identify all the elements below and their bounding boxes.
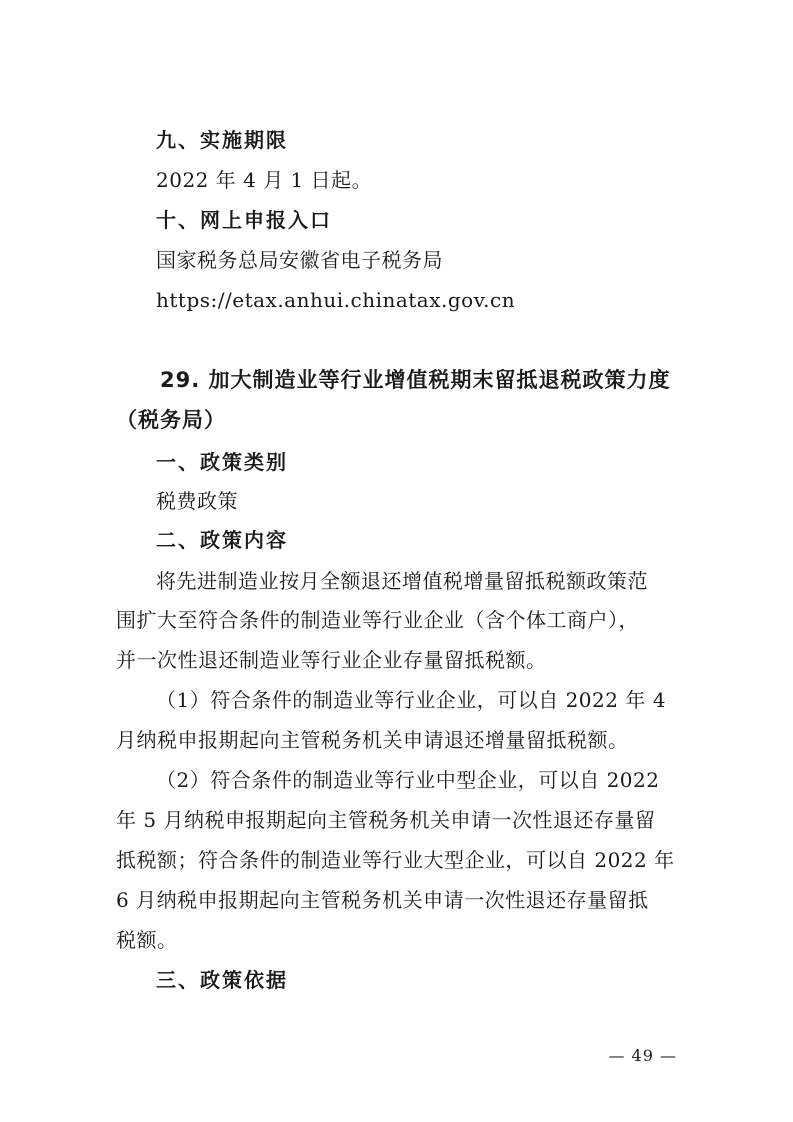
section-9-heading: 九、实施期限 [156, 128, 288, 152]
content-p1-line2: 围扩大至符合条件的制造业等行业企业（含个体工商户）， [116, 608, 639, 632]
content-p2-line2: 月纳税申报期起向主管税务机关申请退还增量留抵税额。 [116, 728, 629, 752]
section-10-heading: 十、网上申报入口 [156, 208, 332, 232]
content-p1-line3: 并一次性退还制造业等行业企业存量留抵税额。 [116, 648, 547, 672]
content-p3-line2: 年 5 月纳税申报期起向主管税务机关申请一次性退还存量留 [116, 808, 656, 832]
content-p2-line1: （1）符合条件的制造业等行业企业，可以自 2022 年 4 [156, 688, 666, 712]
content-p3-line4: 6 月纳税申报期起向主管税务机关申请一次性退还存量留抵 [116, 888, 649, 912]
content-heading: 二、政策内容 [156, 528, 288, 552]
category-heading: 一、政策类别 [156, 450, 288, 474]
page-number: — 49 — [608, 1046, 677, 1065]
content-p3-line1: （2）符合条件的制造业等行业中型企业，可以自 2022 [156, 768, 660, 792]
content-p3-line5: 税额。 [116, 928, 178, 952]
section-10-body-line1: 国家税务总局安徽省电子税务局 [156, 248, 443, 272]
policy-title-line2: （税务局） [116, 408, 226, 432]
basis-heading: 三、政策依据 [156, 968, 288, 992]
policy-title-line1: 29. 加大制造业等行业增值税期末留抵退税政策力度 [160, 368, 671, 392]
content-p3-line3: 抵税额；符合条件的制造业等行业大型企业，可以自 2022 年 [116, 848, 675, 872]
section-10-url: https://etax.anhui.chinatax.gov.cn [156, 288, 516, 312]
content-p1-line1: 将先进制造业按月全额退还增值税增量留抵税额政策范 [156, 569, 648, 593]
section-9-body: 2022 年 4 月 1 日起。 [156, 168, 373, 192]
category-body: 税费政策 [156, 489, 238, 513]
